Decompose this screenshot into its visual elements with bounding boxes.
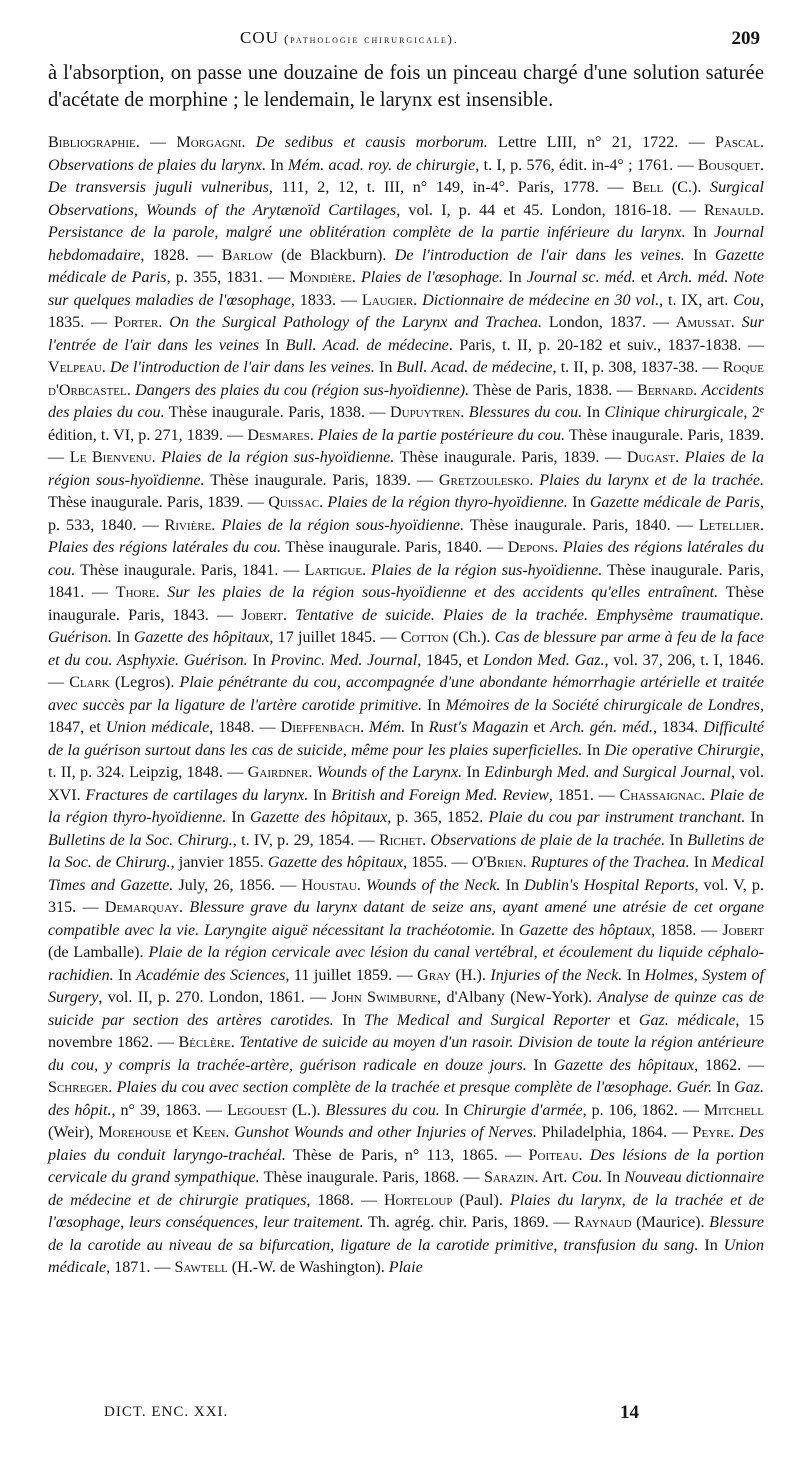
author-name: Laugier [361, 291, 414, 309]
citation-title: The Medical and Surgical Reporter [364, 1011, 611, 1029]
citation-text: In [689, 854, 712, 871]
author-name: Thore [115, 584, 156, 601]
citation-text: , 111, 2, 12, t. III, n° 149, in-4°. Paris, 1778. — [268, 179, 633, 196]
author-name: Amussat [675, 314, 731, 331]
author-name: Dupuytren [390, 404, 461, 421]
citation-text: In [500, 876, 525, 894]
page-footer [104, 1404, 704, 1430]
citation-title: Edinburgh Med. and Surgical Journal [484, 764, 731, 781]
citation-text: . [101, 359, 110, 376]
citation-text: , 1871. — [106, 1259, 175, 1276]
sheet-number: 14 [620, 1402, 639, 1423]
citation-text: . [241, 134, 256, 151]
citation-text: . [126, 381, 136, 399]
citation-title: London Med. Gaz. [483, 651, 605, 669]
citation-title: Gazette médicale de Paris [48, 246, 765, 286]
citation-title: Cas de blessure par arme à feu de la face et du cou. Asphyxie. Guérison. [48, 629, 764, 669]
citation-title: Blessure de la carotide au niveau de sa bifurcation, ligature de la carotide primitive, transfusion du sang. [48, 1214, 764, 1254]
citation-text: Th. agrég. chir. Paris, 1869. — [363, 1214, 575, 1231]
citation-text: In [685, 224, 714, 241]
citation-title: Plaies de la région sus-hyoïdienne. [161, 449, 395, 466]
citation-title: Dublin's Hospital Reports [524, 876, 695, 894]
citation-title: On the Surgical Pathology of the Larynx and Trachea. [169, 314, 542, 331]
citation-text: , 1828. — [140, 246, 222, 264]
citation-text: , vol. V, p. 315. — [48, 876, 765, 916]
citation-title: Gaz. des hôpit. [48, 1079, 765, 1119]
author-name: Clark [69, 674, 110, 691]
citation-title: Sur les plaies de la région sous-hyoïdienne et des accidents qu'elles entraînent. [167, 584, 719, 601]
citation-title: Tentative de suicide au moyen d'un rasoir. Division de toute la région antérieure du cou, y compris la trachée-artère, guérison radicale en douze jours. [48, 1034, 765, 1074]
author-name: Jobert [241, 606, 284, 624]
citation-title: Gazette des hôptaux [518, 921, 652, 939]
author-name: Horteloup [384, 1191, 453, 1209]
running-title-word: COU [240, 28, 279, 47]
author-name: Le Bienvenu [69, 449, 152, 466]
author-name: Gretzoulesko [438, 471, 530, 489]
author-name: Raynaud [574, 1214, 632, 1231]
citation-text: . [413, 291, 423, 309]
citation-title: Observations de plaie de la trachée. [430, 831, 666, 849]
citation-title: Plaie pénétrante du cou, accompagnée d'une abondante hémorrhagie artérielle et traitée avec succès par la ligature de l'artère carotide primitive. [48, 674, 764, 714]
citation-text: (de Blackburn). [272, 246, 395, 264]
citation-text: . [225, 1124, 235, 1141]
citation-text: (H.-W. de Washington). [227, 1259, 389, 1276]
citation-title: Arch. gén. méd. [550, 719, 653, 736]
citation-text: , 1847, et [48, 696, 765, 736]
author-name: Morehouse [98, 1124, 172, 1141]
citation-text: . [179, 899, 190, 916]
citation-text: . [759, 134, 765, 151]
author-name: Morgagni [176, 134, 242, 151]
citation-text: In [503, 269, 527, 286]
citation-text: Thèse inaugurale. Paris, 1840. — [464, 516, 699, 534]
citation-text: In [113, 966, 137, 984]
author-name: Mitchell [703, 1101, 765, 1119]
citation-text: In [622, 966, 645, 984]
citation-text: . [460, 404, 469, 421]
author-name: Chassaignac [619, 786, 702, 804]
author-name: Cotton [400, 629, 449, 646]
citation-title: Académie des Sciences [136, 966, 286, 984]
citation-text: , 15 novembre 1862. — [48, 1011, 765, 1051]
citation-text: , vol. 37, 206, t. I, 1846. — [48, 651, 765, 691]
citation-title: Ruptures of the Trachea. [530, 854, 690, 871]
citation-text: Thèse inaugurale. Paris, 1839. — [394, 449, 627, 466]
author-name: Quissac [268, 494, 320, 511]
citation-text: , 1851. — [548, 786, 620, 804]
citation-title: Accidents des plaies du cou. [48, 381, 764, 421]
citation-text: . [108, 1079, 117, 1096]
running-title-subject: (pathologie chirurgicale). [284, 32, 459, 46]
citation-text: , 1848. — [209, 719, 281, 736]
citation-text: , vol. I, p. 44 et 45. London, 1816-18. — [396, 201, 705, 219]
citation-title: De l'introduction de l'air dans les veines. [394, 246, 685, 264]
citation-text: , d'Albany (New-York). [437, 989, 598, 1006]
citation-title: Dictionnaire de médecine en 30 vol. [422, 291, 660, 309]
citation-title: Plaies de la région sous-hyoïdienne. [221, 516, 465, 534]
citation-title: Plaie de la région cervicale avec lésion du canal vertébral, et écoulement du liquide céphalo-rachidien. [48, 944, 764, 984]
citation-text: (Weir), [48, 1124, 99, 1141]
citation-text: Thèse inaugurale. Paris, 1840. — [281, 539, 508, 556]
citation-title: Bulletins de la Soc. de Chirurg. [48, 831, 764, 871]
page-number: 209 [731, 28, 760, 49]
citation-title: Plaies de l'œsophage. [360, 269, 504, 286]
citation-title: Arch. méd. Note sur quelques maladies de l'œsophage [48, 269, 764, 309]
citation-title: Des plaies du conduit laryngo-trachéal. [48, 1124, 764, 1164]
citation-title: Plaie [388, 1259, 423, 1276]
citation-title: Rust's Magazin [428, 719, 529, 736]
author-name: Richet [378, 831, 423, 849]
citation-title: Analyse de quinze cas de suicide par section des artères carotides. [48, 989, 765, 1029]
citation-title: Journal hebdomadaire [48, 224, 765, 264]
citation-text: , 1845, et [417, 651, 484, 669]
citation-title: Dangers des plaies du cou (région sus-hyoïdienne). [135, 381, 470, 399]
citation-text: . [759, 201, 764, 219]
citation-text: . [360, 719, 370, 736]
author-name: Dieffenbach [280, 719, 361, 736]
citation-text: . [211, 516, 222, 534]
signature-mark: DICT. ENC. XXI. [104, 1404, 229, 1420]
author-name: Bibliographie. [48, 134, 140, 151]
citation-text: In [698, 1236, 724, 1254]
citation-title: Plaies du larynx, de la trachée et de l'œsophage, leurs conséquences, leur traitement. [48, 1191, 764, 1231]
citation-title: Holmes, System of Surgery [48, 966, 764, 1006]
citation-text: Thèse inaugurale. Paris, 1839. — [204, 471, 439, 489]
author-name: Gairdner [247, 764, 309, 781]
citation-text: Thèse de Paris, 1838. — [469, 381, 638, 399]
author-name: Béclère [178, 1034, 231, 1051]
citation-title: Wounds of the Larynx. [316, 764, 463, 781]
bibliography-paragraph [48, 132, 764, 1280]
citation-text: . [759, 516, 764, 534]
citation-text: In [745, 809, 764, 826]
citation-text: In [374, 359, 397, 376]
citation-text: In [462, 764, 485, 781]
citation-title: Gazette médicale de Paris [589, 494, 760, 511]
citation-text: . [158, 314, 170, 331]
citation-text: . [730, 1124, 739, 1141]
citation-text: (de Lamballe). [48, 944, 149, 961]
citation-title: Plaies des régions latérales du cou. [48, 539, 764, 579]
citation-text: Thèse inaugurale. Paris, 1868. — [259, 1169, 484, 1186]
citation-title: Tentative de suicide. Plaies de la trachée. Emphysème traumatique. Guérison. [48, 606, 764, 646]
author-name: Desmares [247, 426, 310, 444]
citation-text: , 1855. — [403, 854, 472, 871]
citation-title: Cou [733, 291, 760, 309]
citation-text: . [730, 314, 742, 331]
citation-text: July, 26, 1856. — [173, 876, 302, 894]
citation-text: . Art. [534, 1169, 572, 1186]
citation-text: . [522, 854, 531, 871]
citation-text: , 1835. — [48, 291, 765, 331]
citation-text: — [139, 134, 177, 151]
citation-text: . [759, 156, 764, 174]
citation-text: . [554, 539, 563, 556]
citation-text: , p. 533, 1840. — [48, 494, 765, 534]
author-name: Peyre [692, 1124, 731, 1141]
citation-title: De sedibus et causis morborum. [255, 134, 488, 151]
citation-title: Plaies de la partie postérieure du cou. [317, 426, 566, 444]
citation-title: Medical Times and Gazette. [48, 854, 765, 894]
citation-text: . [693, 381, 702, 399]
citation-title: Bull. Acad. de médecine [396, 359, 553, 376]
citation-text: In [582, 741, 605, 759]
citation-text: (Maurice). [631, 1214, 710, 1231]
citation-text: In [247, 651, 271, 669]
citation-text: Philadelphia, 1864. — [536, 1124, 693, 1141]
author-name: Mondière [289, 269, 352, 286]
citation-text: . [309, 426, 318, 444]
author-name: Demarquay [104, 899, 180, 916]
author-name: Lartigue [304, 561, 363, 579]
citation-text: In [439, 1101, 464, 1119]
author-name: Sarazin [483, 1169, 535, 1186]
citation-text: Thèse inaugurale. Paris, 1841. — [75, 561, 305, 579]
citation-text: . [701, 786, 711, 804]
citation-text: , 11 juillet 1859. — [285, 966, 418, 984]
citation-text: , t. IX, art. [659, 291, 734, 309]
citation-title: Difficulté de la guérison surtout dans les cas de suicide, même pour les plaies superficielles. [48, 719, 765, 759]
author-name: Schreger [48, 1079, 109, 1096]
citation-text: Thèse de Paris, n° 113, 1865. — [285, 1146, 529, 1164]
citation-title: Union médicale [48, 1236, 765, 1276]
citation-title: Chirurgie d'armée [463, 1101, 583, 1119]
citation-text: . [356, 876, 367, 894]
citation-text: . [422, 831, 431, 849]
citation-text: London, 1837. — [542, 314, 676, 331]
citation-text: et [635, 269, 658, 286]
citation-text: In [422, 696, 446, 714]
citation-title: Plaies de la région thyro-hyoïdienne. [327, 494, 568, 511]
citation-text: , 2ᵉ édition, t. VI, p. 271, 1839. — [48, 404, 764, 444]
citation-text: (H.). [451, 966, 491, 984]
citation-title: Gunshot Wounds and other Injuries of Nerves. [234, 1124, 537, 1141]
citation-title: Plaies du cou avec section complète de la trachée et presque complète de l'œsophage. Guér. [116, 1079, 713, 1096]
citation-title: Gazette des hôpitaux [267, 854, 404, 871]
citation-text: , 1834. [652, 719, 704, 736]
citation-title: Die operative Chirurgie [604, 741, 760, 759]
citation-text: , p. 106, 1862. — [582, 1101, 704, 1119]
citation-text: , t. II, p. 308, 1837-38. — [552, 359, 723, 376]
citation-title: Plaies du larynx et de la trachée. [539, 471, 764, 489]
citation-title: Clinique chirurgicale [604, 404, 744, 421]
author-name: Keen [192, 1124, 226, 1141]
citation-title: Journal sc. méd. [526, 269, 636, 286]
citation-text: . [362, 561, 372, 579]
citation-text: , vol. II, p. 270. London, 1861. — [98, 989, 332, 1006]
citation-text: In [567, 494, 590, 511]
author-name: Depons [507, 539, 555, 556]
citation-text: , 1868. — [306, 1191, 385, 1209]
author-name: Bousquet [697, 156, 760, 174]
citation-text: . [230, 1034, 240, 1051]
citation-title: Nouveau dictionnaire de médecine et de chirurgie pratiques [48, 1169, 764, 1209]
citation-title: Fractures de cartilages du larynx. [85, 786, 309, 804]
citation-text: . [308, 764, 317, 781]
citation-text: In [308, 786, 332, 804]
citation-text: , n° 39, 1863. — [111, 1101, 228, 1119]
citation-title: Mémoires de la Société chirurgicale de Londres [445, 696, 760, 714]
author-name: Velpeau [48, 359, 102, 376]
citation-text: In [712, 1079, 735, 1096]
author-name: Houstau [301, 876, 357, 894]
citation-title: Sur l'entrée de l'air dans les veines [48, 314, 764, 354]
citation-text: (C.). [663, 179, 711, 196]
citation-text: . [529, 471, 540, 489]
citation-text: In [526, 1056, 554, 1074]
author-name: Rivière [164, 516, 212, 534]
author-name: Poiteau [528, 1146, 579, 1164]
citation-title: Plaies des régions latérales du cou. [48, 539, 282, 556]
citation-title: Blessure grave du larynx datant de seize ans, ayant amené une atrésie de cet organe compatible avec la vie. Laryngite aiguë nécessitant la trachéotomie. [48, 899, 765, 939]
citation-text: Thèse inaugurale. Paris, 1839. — [48, 426, 765, 466]
intro-paragraph: à l'absorption, on passe une douzaine de fois un pinceau chargé d'une solution saturée d'acétate de morphine ; le lendemain, le larynx est insensible. [48, 62, 764, 111]
citation-text: , t. IV, p. 29, 1854. — [232, 831, 379, 849]
citation-title: Des lésions de la portion cervicale du grand sympathique. [48, 1146, 765, 1186]
citation-text: , p. 365, 1852. [387, 809, 489, 826]
citation-text: , 1858. — [651, 921, 723, 939]
author-name: Roque d'Orbcastel [48, 359, 765, 399]
citation-text: (Paul). [452, 1191, 511, 1209]
citation-title: Gazette des hôpitaux [133, 629, 270, 646]
citation-text: . [151, 449, 162, 466]
citation-title: Cou. [571, 1169, 603, 1186]
citation-title: Bulletins de la Soc. Chirurg. [48, 831, 233, 849]
citation-text: In [405, 719, 429, 736]
citation-text: Thèse inaugurale. Paris, 1843. — [48, 584, 765, 624]
citation-title: Plaies de la région sus-hyoïdienne. [371, 561, 603, 579]
author-name: Bernard [637, 381, 694, 399]
citation-title: Plaie du cou par instrument tranchant. [488, 809, 746, 826]
citation-title: Bull. Acad. de médecine [285, 336, 449, 354]
citation-text: In [226, 809, 250, 826]
author-name: Dugast [626, 449, 676, 466]
citation-text: , p. 355, 1831. — [166, 269, 290, 286]
citation-text: , janvier 1855. [170, 854, 268, 871]
citation-title: Provinc. Med. Journal [270, 651, 418, 669]
citation-text: . [155, 584, 168, 601]
citation-text: Thèse inaugurale. Paris, 1839. — [48, 494, 269, 511]
citation-text: In [265, 156, 289, 174]
citation-text: . [351, 269, 361, 286]
citation-title: Mém. [369, 719, 406, 736]
author-name: Legouest [227, 1101, 288, 1119]
citation-title: De l'introduction de l'air dans les veines. [109, 359, 375, 376]
author-name: O'Brien [471, 854, 523, 871]
citation-title: Plaie de la région thyro-hyoïdienne. [48, 786, 765, 826]
author-name: Jobert [722, 921, 764, 939]
page [48, 28, 764, 1280]
citation-title: Blessures du cou. [325, 1101, 440, 1119]
citation-title: Surgical Observations, Wounds of the Arytænoïd Cartilages [48, 179, 764, 219]
author-name: Letellier [698, 516, 760, 534]
citation-title: Blessures du cou. [468, 404, 583, 421]
citation-text: In [259, 336, 286, 354]
citation-text: In [495, 921, 519, 939]
citation-text: et [171, 1124, 193, 1141]
citation-title: Observations de plaies du larynx. [48, 156, 266, 174]
author-name: Gray [417, 966, 451, 984]
citation-text: Thèse inaugurale. Paris, 1841. — [48, 561, 764, 601]
citation-text: . [319, 494, 328, 511]
author-name: Renauld [704, 201, 760, 219]
citation-title: Wounds of the Neck. [366, 876, 501, 894]
author-name: Bell [632, 179, 664, 196]
citation-text: (L.). [287, 1101, 326, 1119]
author-name: Sawtell [174, 1259, 228, 1276]
citation-title: Gazette des hôpitaux [553, 1056, 695, 1074]
citation-text: In [111, 629, 134, 646]
citation-title: Plaies de la région sous-hyoïdienne. [48, 449, 765, 489]
citation-text: , 1833. — [290, 291, 362, 309]
citation-text: In [333, 1011, 365, 1029]
citation-text: , 1862. — [694, 1056, 765, 1074]
citation-text: et [610, 1011, 639, 1029]
citation-text: , 17 juillet 1845. — [269, 629, 401, 646]
citation-text: (Ch.). [448, 629, 495, 646]
running-title [240, 28, 459, 48]
author-name: Barlow [221, 246, 273, 264]
author-name: Pascal [714, 134, 760, 151]
citation-title: British and Foreign Med. Review [331, 786, 549, 804]
citation-text: , vol. XVI. [48, 764, 765, 804]
citation-title: Union médicale [105, 719, 210, 736]
citation-text: Lettre LIII, n° 21, 1722. — [487, 134, 715, 151]
citation-title: Gaz. médicale [638, 1011, 736, 1029]
citation-text: . [283, 606, 296, 624]
citation-text: (Legros). [109, 674, 180, 691]
citation-text: In [582, 404, 605, 421]
citation-title: De transversis juguli vulneribus [48, 179, 269, 196]
author-name: Porter [113, 314, 159, 331]
citation-text: . [675, 449, 685, 466]
citation-text: et [528, 719, 551, 736]
citation-text: . Paris, t. II, p. 20-182 et suiv., 1837-1838. — [448, 336, 764, 354]
citation-text: In [665, 831, 688, 849]
citation-title: Injuries of the Neck. [490, 966, 623, 984]
citation-title: Gazette des hôpitaux [250, 809, 388, 826]
citation-text: . [578, 1146, 590, 1164]
citation-text: Thèse inaugurale. Paris, 1838. — [164, 404, 390, 421]
citation-text: In [602, 1169, 625, 1186]
citation-title: Persistance de la parole, malgré une oblitération complète de la partie inférieure du larynx. [48, 224, 686, 241]
citation-text: , t. II, p. 324. Leipzig, 1848. — [48, 741, 765, 781]
author-name: John Swimburne [331, 989, 438, 1006]
running-head [48, 28, 764, 60]
citation-text: In [684, 246, 715, 264]
citation-title: Mém. acad. roy. de chirurgie [288, 156, 476, 174]
citation-text: , t. I, p. 576, édit. in-4° ; 1761. — [475, 156, 698, 174]
